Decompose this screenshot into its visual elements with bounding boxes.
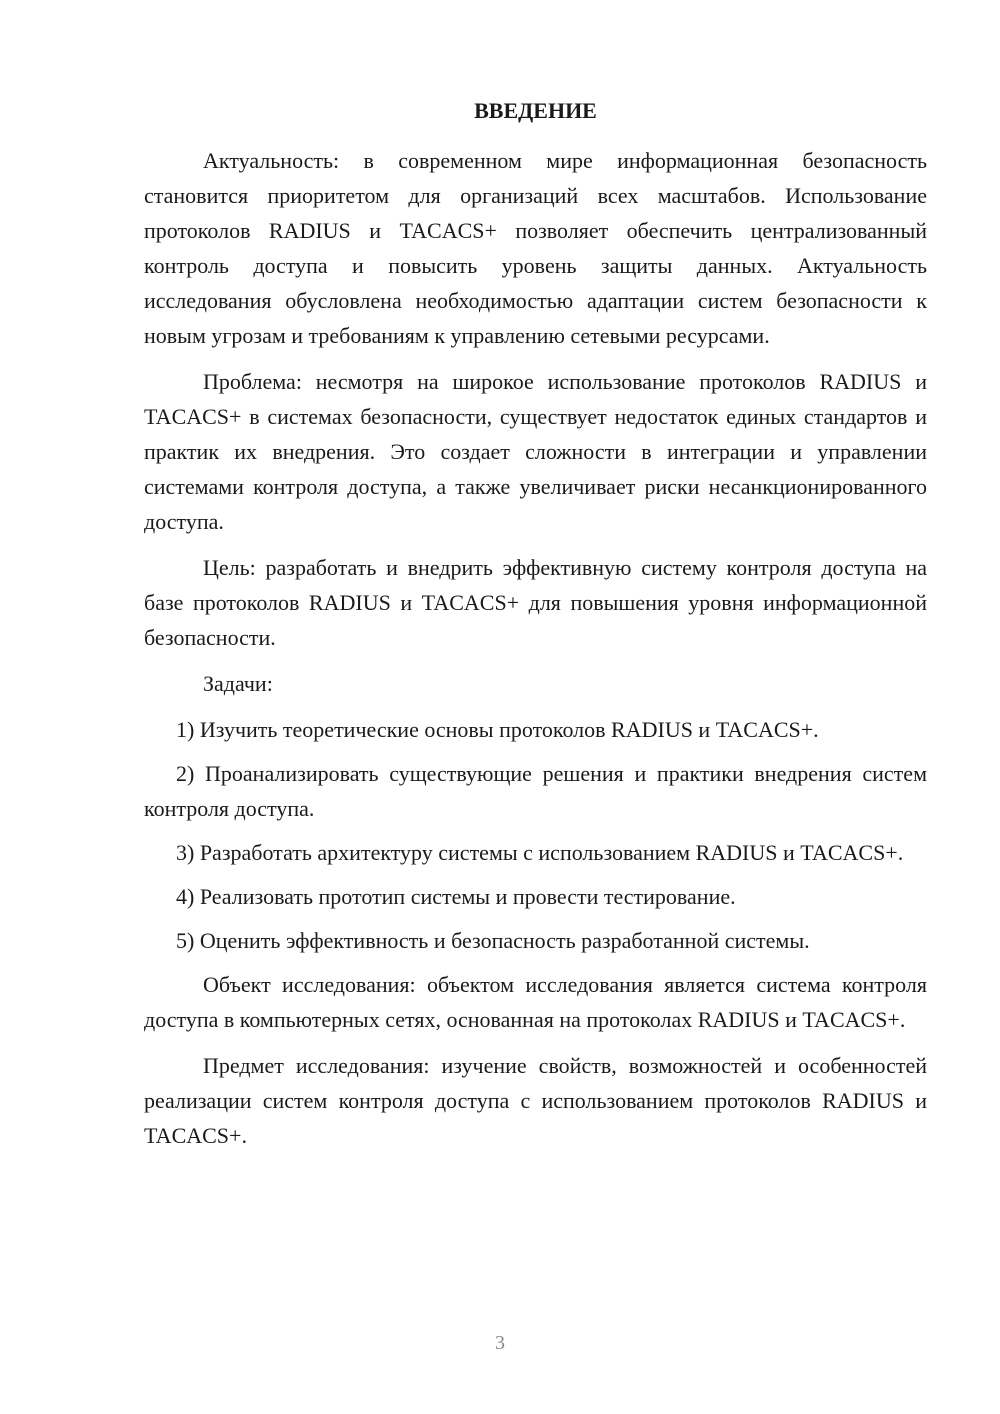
paragraph-object: Объект исследования: объектом исследования является система контроля доступа в компьютерных сетях, основанная на протоколах RADIUS и TACACS+. — [144, 972, 927, 1032]
task-item-1: 1) Изучить теоретические основы протоколов RADIUS и TACACS+. — [176, 717, 819, 742]
task-item-5: 5) Оценить эффективность и безопасность разработанной системы. — [176, 928, 810, 953]
page-title: ВВЕДЕНИЕ — [474, 98, 597, 123]
task-item-3: 3) Разработать архитектуру системы с использованием RADIUS и TACACS+. — [176, 840, 904, 865]
tasks-label: Задачи: — [203, 671, 273, 696]
paragraph-goal: Цель: разработать и внедрить эффективную систему контроля доступа на базе протоколов RADIUS и TACACS+ для повышения уровня информационной безопасности. — [144, 555, 927, 650]
page-number: 3 — [495, 1332, 505, 1354]
paragraph-relevance: Актуальность: в современном мире информационная безопасность становится приоритетом для организаций всех масштабов. Использование протоколов RADIUS и TACACS+ позволяет обеспечить централизованный контроль доступа и повысить уровень защиты данных. Актуальность исследования обусловлена необходимостью адаптации систем безопасности к новым угрозам и требованиям к управлению сетевыми ресурсами. — [144, 148, 927, 348]
task-item-4: 4) Реализовать прототип системы и провести тестирование. — [176, 884, 736, 909]
body-text — [144, 143, 927, 1164]
task-item-2: 2) Проанализировать существующие решения и практики внедрения систем контроля доступа. — [144, 761, 927, 821]
paragraph-subject: Предмет исследования: изучение свойств, возможностей и особенностей реализации систем контроля доступа с использованием протоколов RADIUS и TACACS+. — [144, 1053, 927, 1148]
paragraph-problem: Проблема: несмотря на широкое использование протоколов RADIUS и TACACS+ в системах безопасности, существует недостаток единых стандартов и практик их внедрения. Это создает сложности в интеграции и управлении системами контроля доступа, а также увеличивает риски несанкционированного доступа. — [144, 369, 927, 534]
